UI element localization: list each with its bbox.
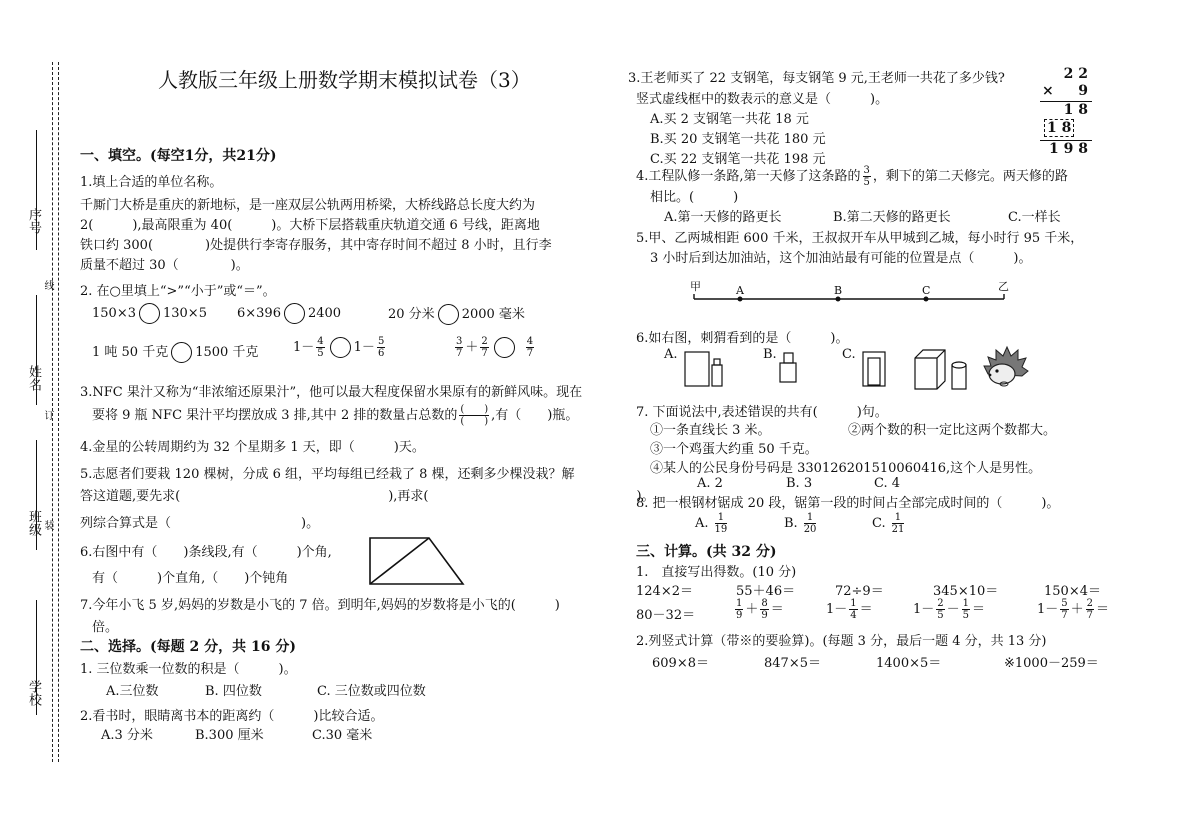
s3-calc-1: 124×2＝ (636, 584, 693, 599)
fraction: $\frac{4}{7}$ (526, 336, 534, 359)
q2-row-1 (92, 303, 207, 324)
s2q6-text: 6.如右图，刺猬看到的是（ )。 (636, 331, 849, 346)
compare-circle[interactable] (438, 304, 459, 325)
trapezoid-shape (370, 538, 463, 584)
number-line-label-jia: 甲 (690, 280, 701, 293)
binding-label-seat: 序号 (26, 208, 41, 234)
q2-expr-5b: 1－ (353, 340, 375, 355)
q3-text-b: ,有（ )瓶。 (491, 408, 579, 423)
s2q7-statement-1: ①一条直线长 3 米。 (650, 423, 771, 438)
q2-expr-5a: 1－ (293, 340, 315, 355)
s2q1-text: 1. 三位数乘一位数的积是（ )。 (80, 662, 297, 677)
vm-times-sign: × (1042, 83, 1054, 99)
fraction: $\frac{3}{7}$ (456, 336, 463, 359)
s3-vertical-3: 1400×5＝ (876, 656, 942, 671)
s2q8-option-c[interactable]: C. $\frac{1}{21}$ (872, 512, 905, 535)
cube-and-cylinder-figure (914, 349, 974, 391)
s2q8-option-a[interactable]: A. $\frac{1}{19}$ (695, 512, 728, 535)
binding-underline-class (36, 440, 37, 550)
q2-title: 2. 在○里填上“>”“小于”或“＝”。 (80, 284, 276, 299)
compare-circle[interactable] (330, 337, 351, 358)
section-1-heading: 一、填空。(每空1分，共21分) (80, 148, 277, 164)
fraction: $\frac{3}{5}$ (863, 165, 870, 188)
q2-row-1-right (388, 303, 525, 325)
fraction: $\frac{1}{5}$ (962, 598, 970, 621)
q2-expr-4b: 1500 千克 (195, 345, 259, 360)
number-line-label-yi: 乙 (998, 280, 1009, 293)
q2-expr-4a: 1 吨 50 千克 (92, 345, 169, 360)
fraction: $\frac{1}{20}$ (803, 512, 817, 535)
fraction: $\frac{4}{5}$ (317, 336, 324, 359)
number-line-point-b (836, 297, 841, 302)
s3-calc-6: 80－32＝ (636, 608, 696, 623)
binding-label-name: 姓名 (26, 365, 41, 391)
s2q3-option-a[interactable]: A.买 2 支钢笔一共花 18 元 (650, 112, 809, 127)
s2q4-line-2: 相比。( ) (650, 190, 739, 205)
q3-line-2 (92, 404, 578, 427)
q2-expr-3a: 20 分米 (388, 307, 435, 322)
page-title: 人教版三年级上册数学期末模拟试卷（3） (158, 68, 531, 92)
compare-circle[interactable] (284, 303, 305, 324)
s3-part-1-title: 1. 直接写出得数。(10 分) (636, 565, 797, 580)
q3-line-1: 3.NFC 果汁又称为“非浓缩还原果汁”，他可以最大程度保留水果原有的新鲜风味。现在 (80, 385, 583, 400)
fraction: $\frac{5}{6}$ (377, 336, 385, 359)
fraction: $\frac{1}{21}$ (891, 512, 905, 535)
number-line-point-a (738, 297, 743, 302)
s2q7-statement-2: ②两个数的积一定比这两个数都大。 (848, 423, 1057, 438)
binding-marker-staple-2: 装 (42, 520, 53, 530)
q2-row-1-mid (237, 303, 341, 324)
q2-row-2-mid (293, 336, 387, 359)
s3-calc-8: 1－ $\frac{1}{4}$ ＝ (826, 598, 873, 621)
q2-expr-3b: 2000 毫米 (461, 307, 525, 322)
s2q3-option-b[interactable]: B.买 20 支钢笔一共花 180 元 (650, 132, 826, 147)
q1-line-1: 千厮门大桥是重庆的新地标，是一座双层公轨两用桥梁，大桥线路总长度大约为 (80, 198, 536, 213)
view-option-a-figure (684, 351, 736, 387)
q5-line-3: 列综合算式是（ )。 (80, 516, 320, 531)
s3-vertical-2: 847×5＝ (764, 656, 821, 671)
binding-underline-seat (36, 130, 37, 250)
s2q1-option-b[interactable]: B. 四位数 (205, 684, 262, 699)
fraction: $\frac{5}{7}$ (1061, 598, 1068, 621)
binding-underline-name (36, 295, 37, 405)
fraction: $\frac{8}{9}$ (761, 598, 768, 621)
s2q4-option-a[interactable]: A.第一天修的路更长 (664, 210, 782, 225)
fraction: $\frac{1}{4}$ (850, 598, 857, 621)
s2q7-statement-4: ④某人的公民身份号码是 330126201510060416,这个人是男性。 (650, 461, 1042, 476)
fraction: $\frac{1}{9}$ (736, 598, 743, 621)
s2q8-text: 8. 把一根钢材锯成 20 段，锯第一段的时间占全部完成时间的（ )。 (636, 496, 1060, 511)
binding-label-school: 学校 (26, 680, 41, 706)
s2q3-option-c[interactable]: C.买 22 支钢笔一共花 198 元 (650, 152, 826, 167)
s3-calc-2: 55＋46＝ (736, 584, 796, 599)
s3-part-2-title: 2.列竖式计算（带※的要验算)。(每题 3 分，最后一题 4 分，共 13 分) (636, 634, 1047, 649)
fraction: $\frac{2}{7}$ (481, 336, 488, 359)
q1-title: 1.填上合适的单位名称。 (80, 175, 223, 190)
q5-line-1: 5.志愿者们要栽 120 棵树，分成 6 组，平均每组已经栽了 8 棵，还剩多少棵没栽？解 (80, 467, 575, 482)
s3-calc-3: 72÷9＝ (835, 584, 884, 599)
q2-row-2-right (453, 336, 536, 359)
s3-calc-4: 345×10＝ (933, 584, 999, 599)
q4-text: 4.金星的公转周期约为 32 个星期多 1 天，即（ )天。 (80, 440, 425, 455)
vm-dashed-box: 1 8 (1044, 119, 1074, 137)
q3-text-a: 要将 9 瓶 NFC 果汁平均摆放成 3 排,其中 2 排的数量占总数的 (92, 408, 458, 423)
number-line-label-c: C (922, 284, 931, 297)
q7-line-2: 倍。 (92, 620, 119, 635)
s2q4-option-b[interactable]: B.第二天修的路更长 (833, 210, 951, 225)
s2q6-option-a[interactable]: A. (664, 347, 678, 362)
q2-expr-2b: 2400 (307, 306, 342, 321)
vm-multiplier: 9 (1078, 83, 1088, 99)
s3-vertical-1: 609×8＝ (652, 656, 709, 671)
fraction: $\frac{1}{19}$ (714, 512, 728, 535)
s2q1-option-c[interactable]: C. 三位数或四位数 (317, 684, 426, 699)
s2q1-option-a[interactable]: A.三位数 (106, 684, 159, 699)
vertical-multiplication (1038, 66, 1092, 158)
fraction: $\frac{2}{7}$ (1086, 598, 1094, 621)
s2q4-text-a: 4.工程队修一条路,第一天修了这条路的 (636, 169, 861, 184)
s2q4-line-1 (636, 165, 1068, 188)
binding-dashed-line-inner (58, 62, 59, 762)
s2q2-option-c[interactable]: C.30 毫米 (312, 728, 373, 743)
plus-sign: ＋ (465, 340, 479, 355)
compare-circle[interactable] (139, 303, 160, 324)
compare-circle[interactable] (171, 342, 192, 363)
s2q8-option-b[interactable]: B. $\frac{1}{20}$ (784, 512, 817, 535)
vm-result: 1 9 8 (1049, 141, 1088, 157)
s2q6-option-c[interactable]: C. (842, 347, 856, 362)
s2q6-option-b[interactable]: B. (763, 347, 777, 362)
binding-marker-staple-1: 订 (42, 410, 53, 420)
s2q7-option-c[interactable]: C. 4 (874, 476, 901, 491)
hedgehog-icon (982, 344, 1030, 388)
view-option-b-figure (778, 351, 800, 383)
s2q7-option-a[interactable]: A. 2 (697, 476, 723, 491)
q6-line-1: 6.右图中有（ )条线段,有（ )个角, (80, 545, 332, 560)
answer-fraction[interactable]: $\frac{( )}{( )}$ (460, 404, 489, 427)
s2q4-option-c[interactable]: C.一样长 (1008, 210, 1061, 225)
s2q2-text: 2.看书时，眼睛离书本的距离约（ )比较合适。 (80, 709, 384, 724)
fraction: $\frac{2}{5}$ (937, 598, 944, 621)
q1-line-2: 2( ),最高限重为 40( )。大桥下层搭载重庆轨道交通 6 号线，距离地 (80, 218, 540, 233)
q6-line-2: 有（ )个直角,（ )个钝角 (92, 571, 289, 586)
q1-line-4: 质量不超过 30（ )。 (80, 258, 249, 273)
s2q7-statement-3: ③一个鸡蛋大约重 50 千克。 (650, 442, 818, 457)
view-option-c-figure (862, 351, 886, 387)
s2q5-line-1: 5.甲、乙两城相距 600 千米，王叔叔开车从甲城到乙城，每小时行 95 千米， (636, 231, 1084, 246)
q2-expr-1a: 150×3 (92, 306, 136, 321)
s3-calc-7: $\frac{1}{9}$ ＋ $\frac{8}{9}$ ＝ (736, 598, 784, 621)
s2q7-option-b[interactable]: B. 3 (786, 476, 813, 491)
binding-label-class: 班级 (26, 510, 41, 536)
number-line-point-c (924, 297, 929, 302)
s2q3-line-1: 3.王老师买了 22 支钢笔，每支钢笔 9 元,王老师一共花了多少钱? (628, 71, 1005, 86)
s2q2-option-b[interactable]: B.300 厘米 (195, 728, 264, 743)
binding-marker-line: 线 (42, 280, 53, 290)
s3-calc-5: 150×4＝ (1044, 584, 1101, 599)
s3-calc-9: 1－ $\frac{2}{5}$ － $\frac{1}{5}$ ＝ (913, 598, 986, 621)
number-line-label-b: B (834, 284, 843, 297)
s2q4-text-b: ，剩下的第二天修完。两天修的路 (872, 169, 1068, 184)
section-2-heading: 二、选择。(每题 2 分，共 16 分) (80, 639, 296, 655)
q2-expr-2a: 6×396 (237, 306, 281, 321)
section-3-heading: 三、计算。(共 32 分) (636, 544, 777, 560)
s3-vertical-4: ※1000－259＝ (1004, 656, 1099, 671)
q1-line-3: 铁口约 300( )处提供行李寄存服务，其中寄存时间不超过 8 小时，且行李 (80, 238, 552, 253)
s2q3-line-2: 竖式虚线框中的数表示的意义是（ )。 (636, 92, 889, 107)
trapezoid-figure (369, 537, 465, 585)
s3-calc-10: 1－ $\frac{5}{7}$ ＋ $\frac{2}{7}$ ＝ (1037, 598, 1110, 621)
s2q7-title: 7. 下面说法中,表述错误的共有( )句。 (636, 405, 888, 420)
q5-line-2: 答这道题,要先求( ),再求( )。 (80, 489, 655, 504)
s2q2-option-a[interactable]: A.3 分米 (101, 728, 153, 743)
vm-multiplicand: 2 2 (1063, 66, 1088, 82)
s2q5-line-2: 3 小时后到达加油站，这个加油站最有可能的位置是点（ )。 (650, 251, 1032, 266)
trapezoid-diagonal (370, 538, 429, 584)
q2-expr-1b: 130×5 (162, 306, 207, 321)
q2-row-2 (92, 341, 258, 363)
binding-underline-school (36, 600, 37, 715)
q7-line-1: 7.今年小飞 5 岁,妈妈的岁数是小飞的 7 倍。到明年,妈妈的岁数将是小飞的( ) (80, 598, 560, 613)
number-line-label-a: A (736, 284, 744, 297)
vm-partial-1: 1 8 (1063, 102, 1088, 118)
compare-circle[interactable] (494, 337, 515, 358)
